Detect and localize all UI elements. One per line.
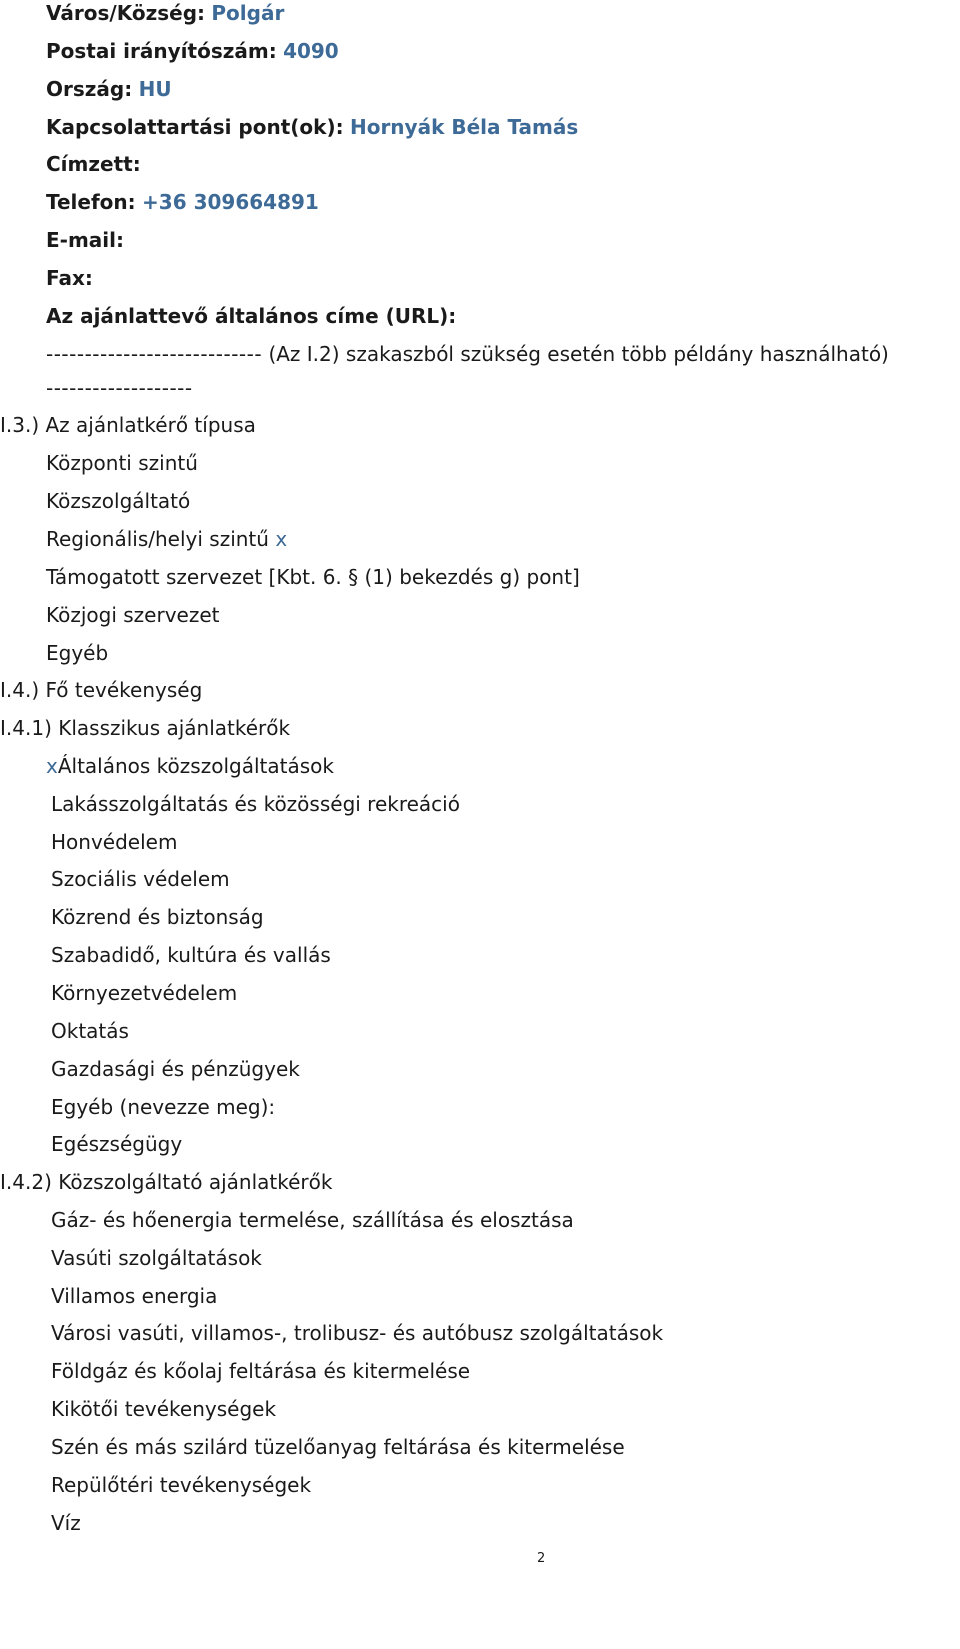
type-option-label: Közszolgáltató xyxy=(46,489,191,513)
section-1-4-heading: I.4.) Fő tevékenység xyxy=(0,678,203,702)
country-value: HU xyxy=(138,77,172,101)
section-1-3-heading: I.3.) Az ajánlatkérő típusa xyxy=(0,413,256,437)
classic-item: Egészségügy xyxy=(51,1132,183,1156)
type-option-label: Regionális/helyi szintű xyxy=(46,527,269,551)
section-1-4-2-heading: I.4.2) Közszolgáltató ajánlatkérők xyxy=(0,1170,333,1194)
classic-item-label: Általános közszolgáltatások xyxy=(57,754,334,778)
utility-item: Repülőtéri tevékenységek xyxy=(51,1473,312,1497)
phone-label: Telefon: xyxy=(46,190,136,214)
classic-item: Közrend és biztonság xyxy=(51,905,264,929)
utility-item: Vasúti szolgáltatások xyxy=(51,1246,262,1270)
selected-mark: x xyxy=(46,754,58,778)
phone-value: +36 309664891 xyxy=(142,190,319,214)
city-label: Város/Község: xyxy=(46,1,206,25)
utility-item: Földgáz és kőolaj feltárása és kitermelése xyxy=(51,1359,471,1383)
country-label: Ország: xyxy=(46,77,133,101)
type-option xyxy=(46,489,190,513)
postal-code-label: Postai irányítószám: xyxy=(46,39,277,63)
email-label: E-mail: xyxy=(46,228,125,252)
type-option xyxy=(46,603,220,627)
classic-item: Honvédelem xyxy=(51,830,178,854)
postal-code-row xyxy=(46,39,339,63)
classic-item: Oktatás xyxy=(51,1019,129,1043)
type-option xyxy=(46,527,287,551)
postal-code-value: 4090 xyxy=(283,39,339,63)
utility-item: Víz xyxy=(51,1511,81,1535)
fax-label: Fax: xyxy=(46,266,93,290)
selected-mark: x xyxy=(275,527,288,551)
type-option xyxy=(46,641,108,665)
contact-point-label: Kapcsolattartási pont(ok): xyxy=(46,115,344,139)
classic-item: Környezetvédelem xyxy=(51,981,238,1005)
separator-row xyxy=(46,342,889,366)
utility-item: Szén és más szilárd tüzelőanyag feltárása és kitermelése xyxy=(51,1435,625,1459)
classic-item xyxy=(46,754,334,778)
city-row xyxy=(46,1,284,25)
contact-point-value: Hornyák Béla Tamás xyxy=(349,115,579,139)
utility-item: Kikötői tevékenységek xyxy=(51,1397,277,1421)
type-option-label: Támogatott szervezet [Kbt. 6. § (1) bekezdés g) pont] xyxy=(46,565,580,589)
type-option-label: Közjogi szervezet xyxy=(46,603,220,627)
utility-item: Villamos energia xyxy=(51,1284,218,1308)
contact-point-row xyxy=(46,115,578,139)
separator-note: (Az I.2) szakaszból szükség esetén több példány használható) xyxy=(268,342,889,366)
type-option xyxy=(46,451,198,475)
utility-item: Városi vasúti, villamos-, trolibusz- és autóbusz szolgáltatások xyxy=(51,1321,664,1345)
separator-dashes-bottom: ------------------- xyxy=(46,376,193,400)
type-option-label: Egyéb xyxy=(46,641,109,665)
classic-item: Egyéb (nevezze meg): xyxy=(51,1095,276,1119)
url-label: Az ajánlattevő általános címe (URL): xyxy=(46,304,457,328)
type-option xyxy=(46,565,580,589)
addressee-label: Címzett: xyxy=(46,152,141,176)
utility-item: Gáz- és hőenergia termelése, szállítása és elosztása xyxy=(51,1208,574,1232)
separator-dashes: ---------------------------- xyxy=(46,342,263,366)
phone-row xyxy=(46,190,319,214)
classic-item: Szabadidő, kultúra és vallás xyxy=(51,943,331,967)
classic-item: Gazdasági és pénzügyek xyxy=(51,1057,300,1081)
section-1-4-1-heading: I.4.1) Klasszikus ajánlatkérők xyxy=(0,716,291,740)
country-row xyxy=(46,77,172,101)
type-option-label: Központi szintű xyxy=(46,451,198,475)
page-number: 2 xyxy=(537,1551,546,1566)
classic-item: Lakásszolgáltatás és közösségi rekreáció xyxy=(51,792,460,816)
classic-item: Szociális védelem xyxy=(51,867,230,891)
city-value: Polgár xyxy=(211,1,285,25)
